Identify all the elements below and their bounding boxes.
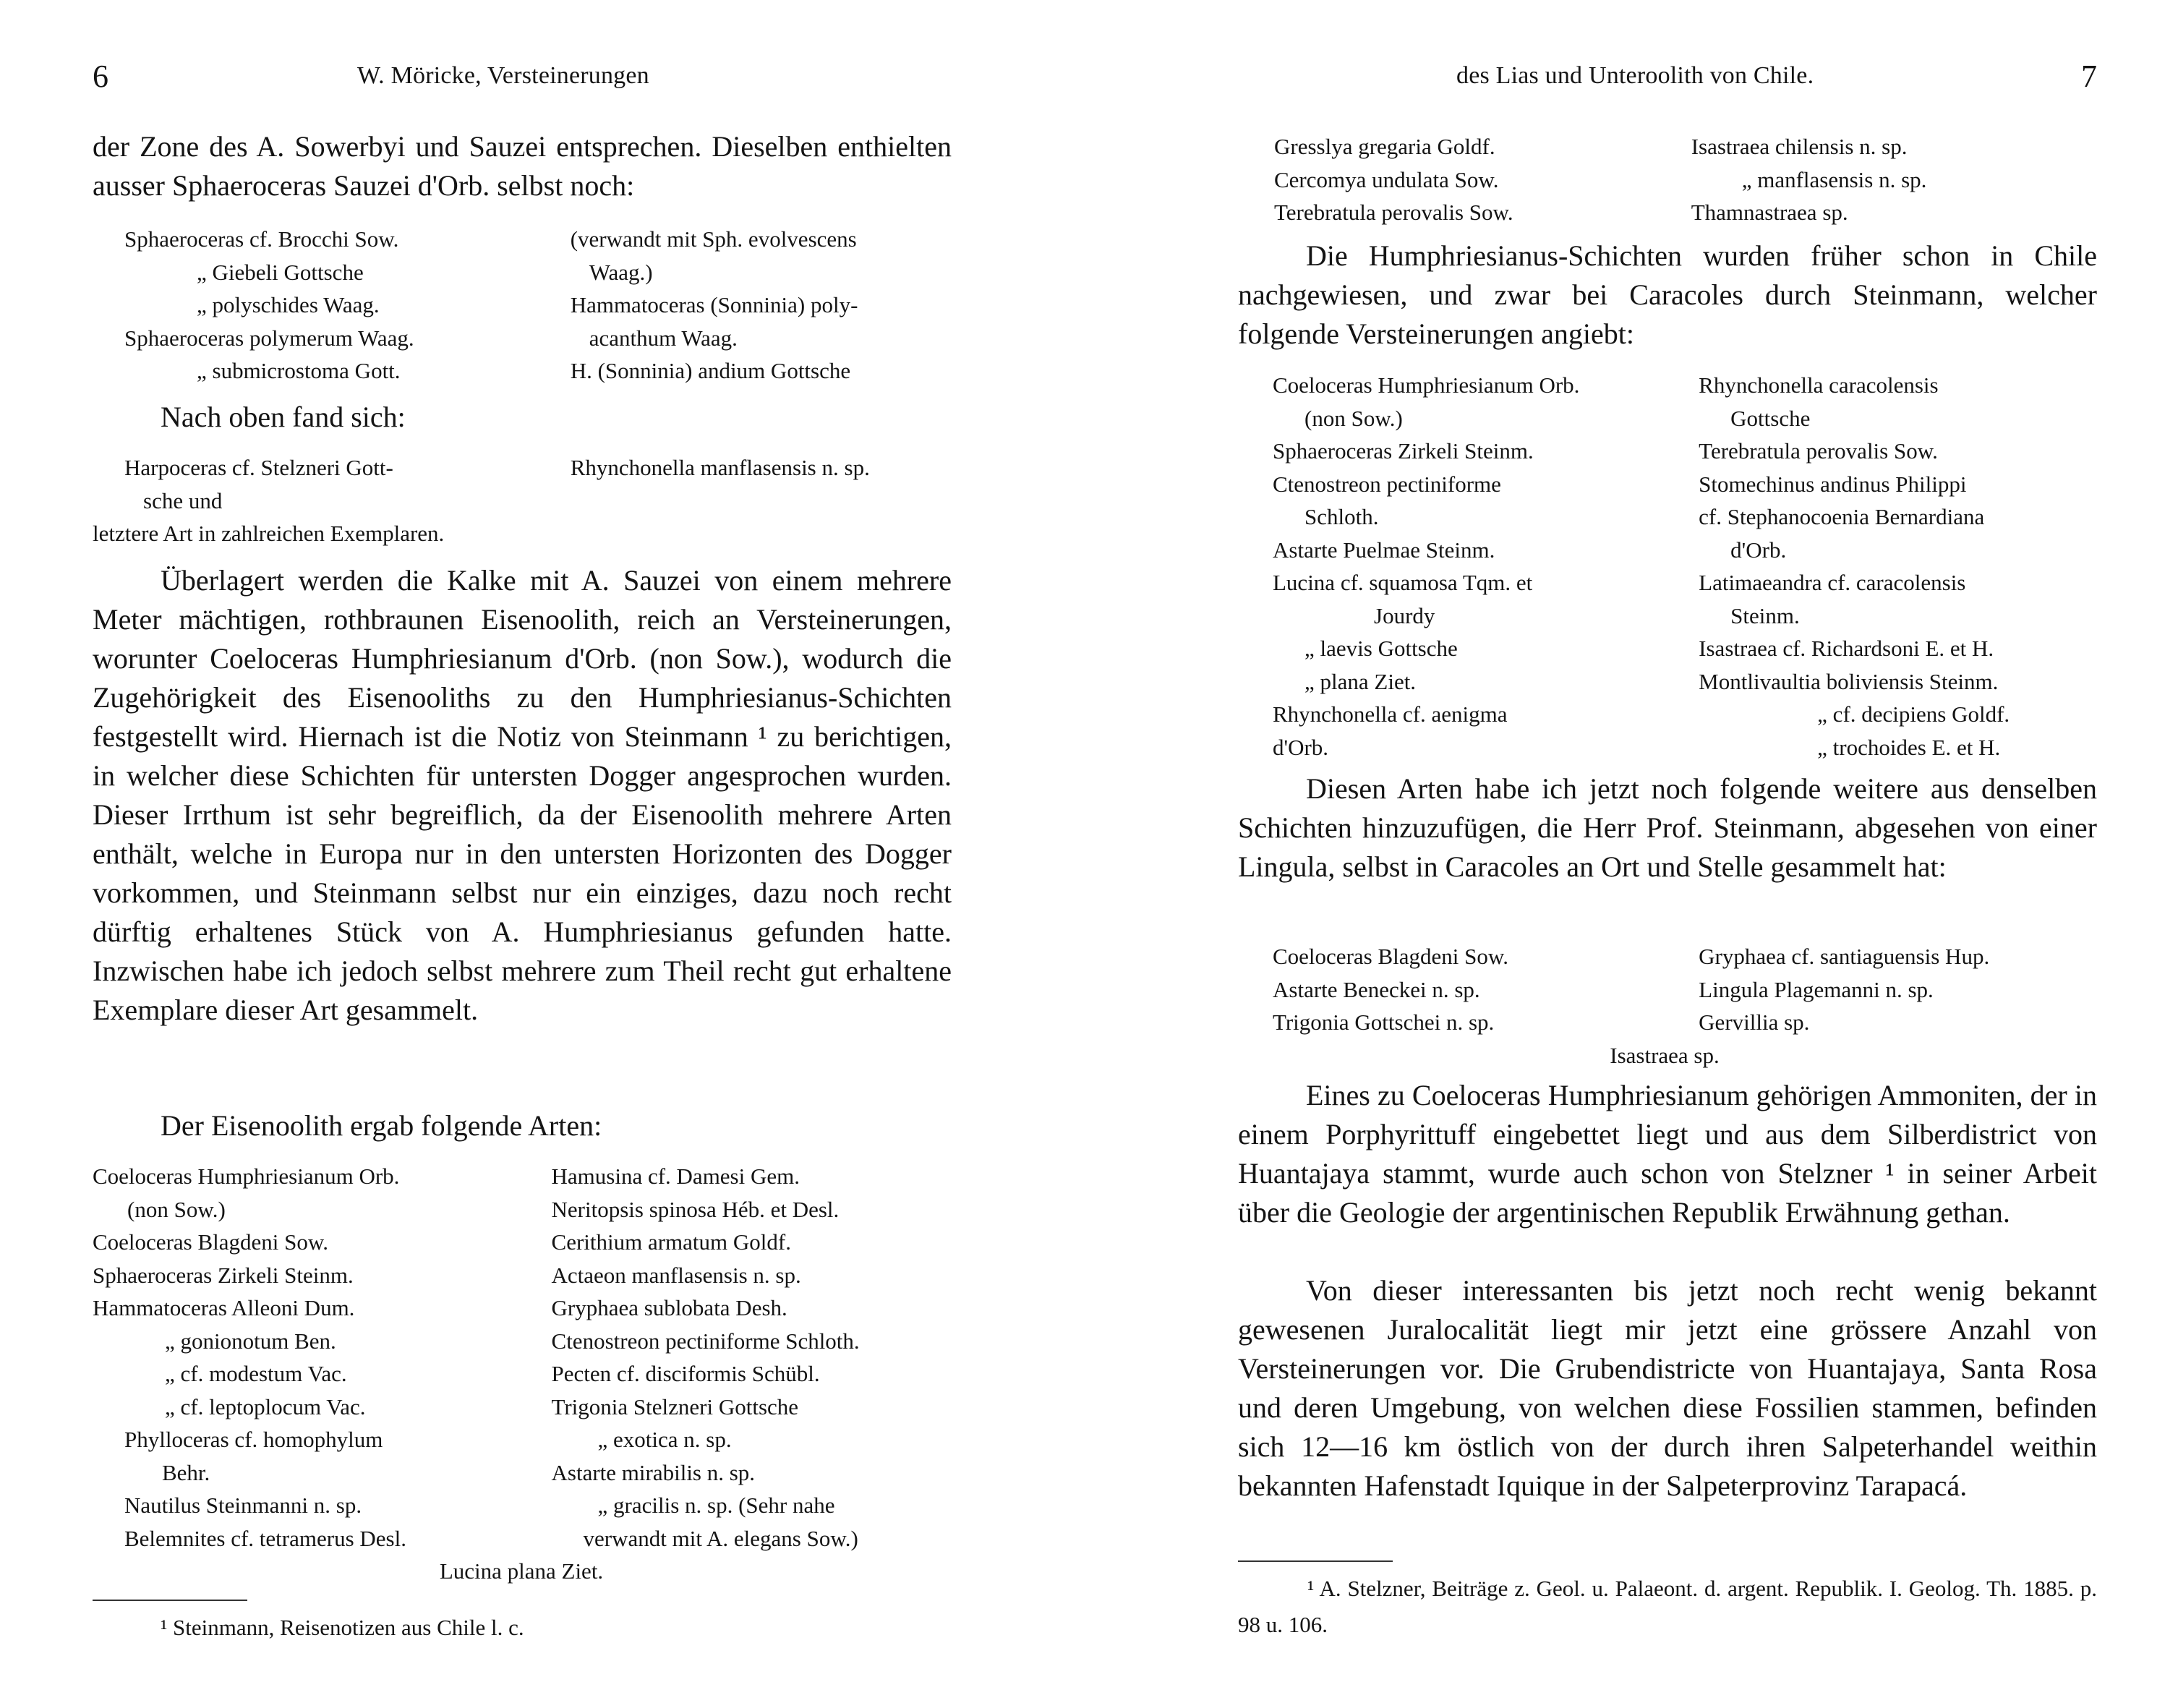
list-item-centered: Lucina plana Ziet. [439,1558,604,1584]
species-list-2 [1273,940,2100,1072]
list-item: Hammatoceras Alleoni Dum. [93,1295,355,1320]
species-list-3 [93,1160,950,1588]
list-item: Rhynchonella caracolensis [1699,372,1939,398]
footnote-rule [1238,1560,1393,1562]
list-item: Gryphaea sublobata Desh. [551,1295,787,1320]
list-item: Sphaeroceras polymerum Waag. [124,325,414,351]
list-item: Gervillia sp. [1699,1009,1810,1035]
list-item: Sphaeroceras cf. Brocchi Sow. [124,226,399,252]
list-item: Coeloceras Blagdeni Sow. [93,1229,328,1255]
list-item: Gresslya gregaria Goldf. [1274,134,1495,159]
list-item: „ submicrostoma Gott. [197,358,401,383]
list-item: Phylloceras cf. homophylum [124,1427,383,1452]
list-item: H. (Sonninia) andium Gottsche [570,358,851,383]
list-item: Astarte Puelmae Steinm. [1273,537,1495,563]
list-item: Thamnastraea sp. [1691,200,1848,225]
list-item: „ cf. leptoplocum Vac. [165,1393,366,1419]
list-item: d'Orb. [1273,734,1329,760]
list-item: „ Giebeli Gottsche [197,259,364,285]
list-item: „ plana Ziet. [1304,668,1417,694]
footnote: ¹ A. Stelzner, Beiträge z. Geol. u. Palaeont. d. argent. Republik. I. Geolog. Th. 1885. p. 98 u. 106. [1238,1576,2097,1637]
list-item: Montlivaultia boliviensis Steinm. [1699,668,1999,694]
list-item: Trigonia Gottschei n. sp. [1273,1009,1495,1035]
list-item: Gottsche [1730,405,1811,431]
list-item: Lucina cf. squamosa Tqm. et [1273,570,1533,595]
list-item: Cercomya undulata Sow. [1274,166,1499,192]
footnote: ¹ Steinmann, Reisenotizen aus Chile l. c. [161,1615,524,1640]
list-item: „ gracilis n. sp. (Sehr nahe [597,1493,835,1518]
species-list-1 [124,223,950,388]
list-item: Rhynchonella manflasensis n. sp. [570,455,870,480]
list-item: Ctenostreon pectiniforme [1273,471,1501,497]
list-item: „ cf. modestum Vac. [165,1361,347,1386]
species-list-2 [124,451,950,517]
list-item: verwandt mit A. elegans Sow.) [583,1525,858,1551]
page-number: 7 [2081,59,2097,94]
paragraph-4: Der Eisenoolith ergab folgende Arten: [161,1109,602,1142]
list-item: Rhynchonella cf. aenigma [1273,701,1508,727]
list-item: Isastraea cf. Richardsoni E. et H. [1699,636,1994,661]
list-item: Nautilus Steinmanni n. sp. [124,1493,362,1518]
paragraph-4: Von dieser interessanten bis jetzt noch recht wenig bekannt gewesenen Juralocalität liegt mir jetzt eine grössere Anzahl von Versteinerungen vor. Die Grubendistricte von Huantajaya, Santa Rosa und deren Umgebung, von welchen diese Fossilien stammen, befinden sich 12—16 km östlich von der durch ihren Salpeterhandel weithin bekannten Hafenstadt Iquique in der Salpeterprovinz Tarapacá. [1238,1274,2097,1502]
list-item: Coeloceras Humphriesianum Orb. [93,1163,400,1189]
list-item: Belemnites cf. tetramerus Desl. [124,1525,406,1551]
list-item: Hamusina cf. Damesi Gem. [551,1163,800,1189]
list-item: Hammatoceras (Sonninia) poly- [570,292,858,317]
list-item: Steinm. [1730,602,1800,628]
list-item: Harpoceras cf. Stelzneri Gott- [124,455,393,480]
list-item: Trigonia Stelzneri Gottsche [551,1393,799,1419]
paragraph-3: Überlagert werden die Kalke mit A. Sauzei von einem mehrere Meter mächtigen, rothbraunen Eisenoolith, reich an Versteinerungen, worunter Coeloceras Humphriesianum d'Orb. (non Sow.), wodurch die Zugehörigkeit des Eisenooliths zu den Humphriesianus-Schichten festgestellt wird. Hiernach ist die Notiz von Steinmann ¹ zu berichtigen, in welcher diese Schichten für untersten Dogger angesprochen wurden. Dieser Irrthum ist sehr begreiflich, da der Eisenoolith mehrere Arten enthält, welche in Europa nur in den untersten Horizonten des Dogger vorkommen, und Steinmann selbst nur ein einziges, dazu noch recht dürftig erhaltenes Stück von A. Humphriesianus gefunden hatte. Inzwischen habe ich jedoch selbst mehrere zum Theil recht gut erhaltene Exemplare dieser Art gesammelt. [93,564,952,1026]
running-header: W. Möricke, Versteinerungen [357,62,649,89]
list-item: Sphaeroceras Zirkeli Steinm. [93,1262,354,1288]
list-item: Astarte Beneckei n. sp. [1273,976,1480,1002]
list-item: Sphaeroceras Zirkeli Steinm. [1273,438,1534,464]
paragraph-1: Die Humphriesianus-Schichten wurden früher schon in Chile nachgewiesen, und zwar bei Caracoles durch Steinmann, welcher folgende Versteinerungen angiebt: [1238,239,2097,350]
list-item: „ laevis Gottsche [1304,636,1458,661]
list-item: Jourdy [1374,602,1435,628]
paragraph-3: Eines zu Coeloceras Humphriesianum gehörigen Ammoniten, der in einem Porphyrittuff eingebettet liegt und aus dem Silberdistrict von Huantajaya stammt, wurde auch schon von Stelzner ¹ in seiner Arbeit über die Geologie der argentinischen Republik Erwähnung gethan. [1238,1079,2097,1229]
list-item: Actaeon manflasensis n. sp. [551,1262,801,1288]
list-item: Pecten cf. disciformis Schübl. [551,1361,820,1386]
species-list-1 [1273,369,2100,764]
list-item: Isastraea chilensis n. sp. [1691,134,1908,159]
list-item: (non Sow.) [1304,405,1403,431]
list-item: Stomechinus andinus Philippi [1699,471,1967,497]
list-item: Terebratula perovalis Sow. [1699,438,1938,464]
list-note: letztere Art in zahlreichen Exemplaren. [93,521,445,546]
list-item: Gryphaea cf. santiaguensis Hup. [1699,944,1990,969]
list-item: (non Sow.) [127,1196,226,1222]
list-item: Schloth. [1304,504,1379,529]
list-item: Waag.) [589,259,653,285]
species-list-0 [1274,130,2100,229]
list-item: Coeloceras Blagdeni Sow. [1273,944,1508,969]
list-item: sche und [143,487,223,513]
list-item: (verwandt mit Sph. evolvescens [570,226,857,252]
list-item: „ manflasensis n. sp. [1741,166,1927,192]
list-item: Coeloceras Humphriesianum Orb. [1273,372,1580,398]
list-item: Terebratula perovalis Sow. [1274,200,1513,225]
list-item: cf. Stephanocoenia Bernardiana [1699,504,1985,529]
list-item: Ctenostreon pectiniforme Schloth. [551,1328,860,1354]
list-item: Neritopsis spinosa Héb. et Desl. [551,1196,840,1222]
running-header: des Lias und Unteroolith von Chile. [1456,62,1814,89]
list-item: Latimaeandra cf. caracolensis [1699,570,1966,595]
list-item: Behr. [162,1459,210,1485]
list-item: „ exotica n. sp. [597,1427,732,1452]
list-item: „ gonionotum Ben. [165,1328,336,1354]
list-item: „ polyschides Waag. [197,292,380,317]
list-item: acanthum Waag. [589,325,738,351]
page-number: 6 [93,59,108,94]
footnote-rule [93,1600,247,1601]
list-item: Astarte mirabilis n. sp. [551,1459,756,1485]
paragraph-2: Nach oben fand sich: [161,401,406,433]
paragraph-2: Diesen Arten habe ich jetzt noch folgende weitere aus denselben Schichten hinzuzufügen, die Herr Prof. Steinmann, abgesehen von einer Lingula, selbst in Caracoles an Ort und Stelle gesammelt hat: [1238,772,2097,883]
list-item: Cerithium armatum Goldf. [551,1229,791,1255]
list-item: Lingula Plagemanni n. sp. [1699,976,1934,1002]
paragraph-1: der Zone des A. Sowerbyi und Sauzei entsprechen. Dieselben enthielten ausser Sphaeroceras Sauzei d'Orb. selbst noch: [93,130,952,202]
list-item: „ cf. decipiens Goldf. [1817,701,2010,727]
list-item: d'Orb. [1730,537,1787,563]
right-page [1089,0,2178,1708]
list-item: „ trochoides E. et H. [1817,734,2001,760]
list-item-centered: Isastraea sp. [1610,1042,1720,1068]
